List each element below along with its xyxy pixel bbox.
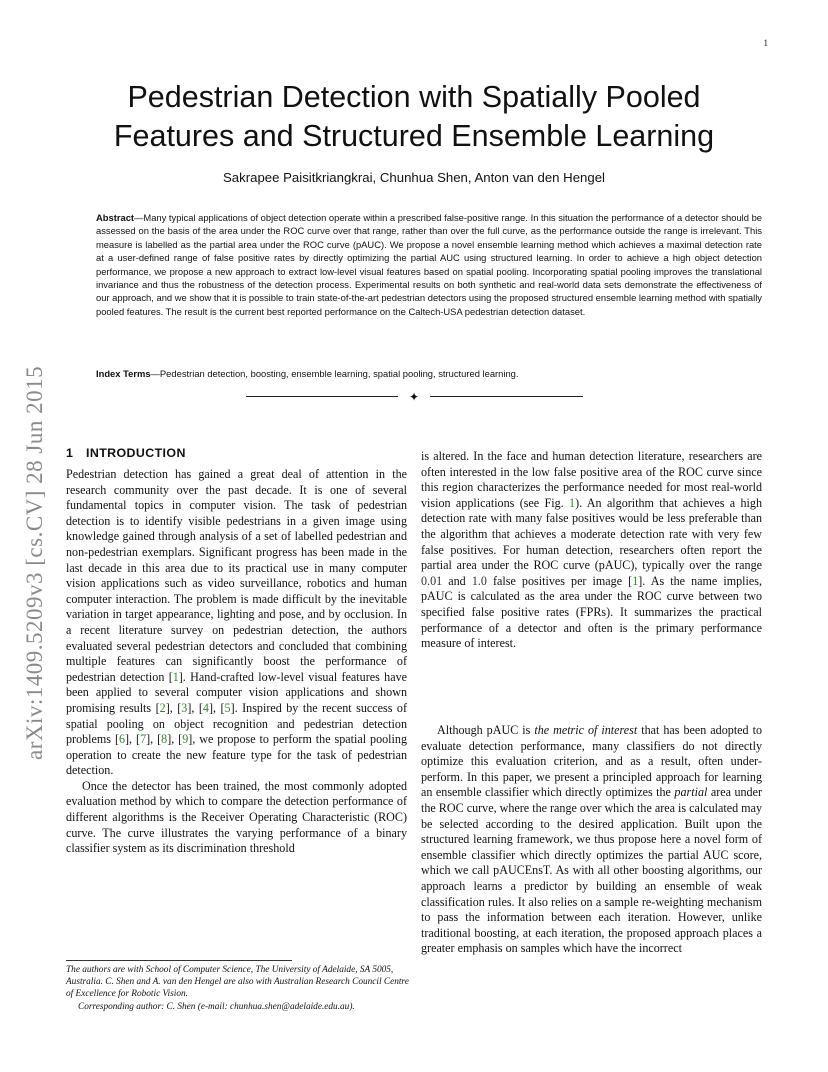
left-column — [66, 467, 407, 857]
separator-diamond-icon: ✦ — [408, 390, 420, 404]
section-heading — [66, 446, 407, 460]
index-terms — [96, 367, 762, 380]
abstract-text: —Many typical applications of object detection operate within a prescribed false-positive range. In this situation the performance of a detector should be assessed on the basis of the area under the ROC curve over that range, rather than over the full curve, as the performance outside the range is irrelevant. This measure is labelled as the partial area under the ROC curve (pAUC). We propose a novel ensemble learning method which achieves a maximal detection rate at a user-defined range of false positive rates by directly optimizing the partial AUC using structured learning. In order to achieve a high object detection performance, we propose a new approach to extract low-level visual features based on spatial pooling. Incorporating spatial pooling improves the translational invariance and thus the robustness of the detection process. Experimental results on both synthetic and real-world data sets demonstrate the effectiveness of our approach, and we show that it is possible to train state-of-the-art pedestrian detectors using the proposed structured ensemble learning method with spatially pooled features. The result is the current best reported performance on the Caltech-USA pedestrian detection dataset. — [96, 212, 762, 317]
intro-paragraph-1: Pedestrian detection has gained a great deal of attention in the research community over the past decade. It is one of several fundamental topics in computer vision. The task of pedestrian detection is to identify visible pedestrians in a given image using knowledge gained through analysis of a set of labelled pedestrian and non-pedestrian exemplars. Significant progress has been made in the last decade in this area due to its practical use in many computer vision applications such as video surveillance, robotics and human computer interaction. The problem is made difficult by the inevitable variation in target appearance, lighting and pose, and by occlusion. In a recent literature survey on pedestrian detection, the authors evaluated several pedestrian detectors and concluded that combining multiple features can significantly boost the performance of pedestrian detection [1]. Hand-crafted low-level visual features have been applied to several computer vision applications and shown promising results [2], [3], [4], [5]. Inspired by the recent success of spatial pooling on object recognition and pedestrian detection problems [6], [7], [8], [9], we propose to perform the spatial pooling operation to create the new feature type for the task of pedestrian detection. — [66, 467, 407, 778]
inline-number: 1.0 — [471, 573, 487, 588]
inline-number: 0.01 — [421, 573, 443, 588]
abstract-label: Abstract — [96, 212, 135, 223]
footnote-affiliation: The authors are with School of Computer Science, The University of Adelaide, SA 5005, Australia. C. Shen and A. van den Hengel are also with Australian Research Council Centre of Excellence for Robotic Vision. — [66, 965, 409, 1000]
citation-link[interactable]: 5 — [224, 700, 231, 715]
intro-paragraph-4: Although pAUC is the metric of interest that has been adopted to evaluate detection performance, many classifiers do not directly optimize this evaluation criterion, and as a result, often under-perform. In this paper, we present a principled approach for learning an ensemble classifier which directly optimizes the partial area under the ROC curve, where the range over which the area is calculated may be selected according to the desired application. Built upon the structured learning framework, we thus propose here a novel form of ensemble classifier which directly optimizes the partial AUC score, which we call pAUCEnsT. As with all other boosting algorithms, our approach learns a predictor by building an ensemble of weak classification rules. It also relies on a sample re-weighting mechanism to pass the information between each iteration. However, unlike traditional boosting, at each iteration, the proposed approach places a greater emphasis on samples which have the incorrect — [421, 723, 762, 956]
intro-paragraph-2: Once the detector has been trained, the most commonly adopted evaluation method by which to compare the detection performance of different algorithms is the Receiver Operating Characteristic (ROC) curve. The curve illustrates the varying performance of a binary classifier system as its discrimination threshold — [66, 778, 407, 856]
separator-line-left — [246, 396, 398, 397]
index-terms-text: —Pedestrian detection, boosting, ensemble learning, spatial pooling, structured learning. — [150, 368, 519, 379]
figure-link[interactable]: 1 — [569, 495, 576, 510]
right-column — [421, 449, 762, 652]
separator-line-right — [430, 396, 583, 397]
citation-link[interactable]: 8 — [161, 732, 168, 747]
arxiv-identifier-stamp: arXiv:1409.5209v3 [cs.CV] 28 Jun 2015 — [22, 365, 47, 760]
section-title: INTRODUCTION — [86, 446, 186, 460]
index-terms-label: Index Terms — [96, 368, 151, 379]
emphasis-text: partial — [674, 785, 708, 800]
citation-link[interactable]: 2 — [159, 700, 166, 715]
author-list: Sakrapee Paisitkriangkrai, Chunhua Shen, Anton van den Hengel — [223, 170, 605, 185]
page-number: 1 — [763, 38, 768, 48]
citation-link[interactable]: 1 — [172, 669, 179, 684]
footnote-corresponding-author: Corresponding author: C. Shen (e-mail: chunhua.shen@adelaide.edu.au). — [78, 1002, 355, 1012]
citation-link[interactable]: 1 — [632, 573, 639, 588]
citation-link[interactable]: 6 — [118, 732, 126, 747]
citation-link[interactable]: 4 — [202, 700, 209, 715]
footnote-rule — [66, 960, 292, 961]
section-number: 1 — [66, 446, 74, 460]
abstract — [96, 211, 762, 318]
citation-link[interactable]: 7 — [140, 732, 147, 747]
paper-title: Pedestrian Detection with Spatially Pooled Features and Structured Ensemble Learning — [113, 80, 715, 153]
emphasis-text: the metric of interest — [534, 723, 638, 737]
citation-link[interactable]: 3 — [181, 700, 188, 715]
intro-paragraph-3: is altered. In the face and human detection literature, researchers are often interested in the low false positive area of the ROC curve since this region characterizes the performance needed for most real-world vision applications (see Fig. 1). An algorithm that achieves a high detection rate with many false positives would be less preferable than the algorithm that achieves a moderate detection rate with very few false positives. For human detection, researchers often report the partial area under the ROC curve (pAUC), typically over the range 0.01 and 1.0 false positives per image [1]. As the name implies, pAUC is calculated as the area under the ROC curve between two specified false positive rates (FPRs). It summarizes the practical performance of a detector and often is the primary performance measure of interest. — [421, 449, 763, 651]
citation-link[interactable]: 9 — [182, 732, 189, 747]
